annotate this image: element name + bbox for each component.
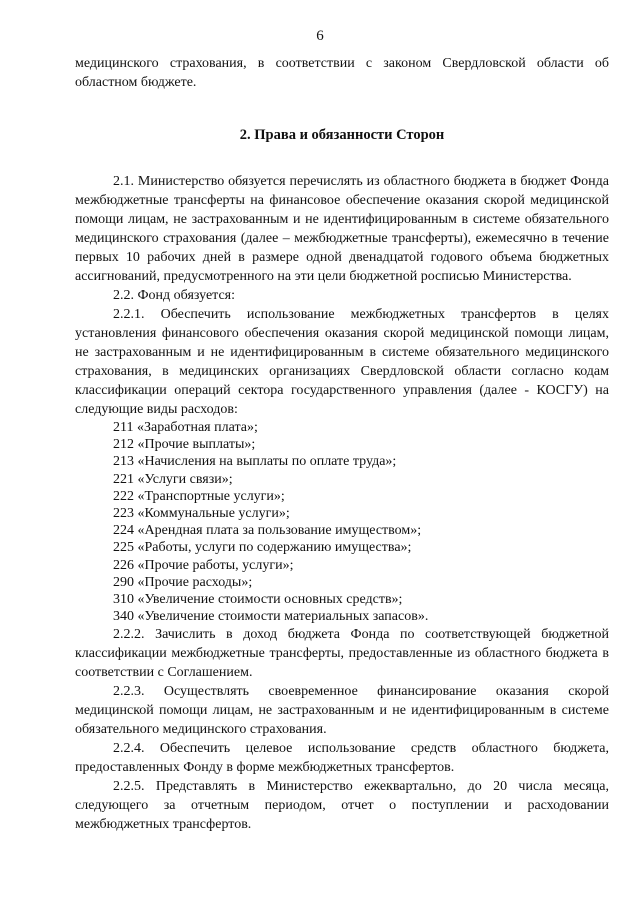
kosgu-code-item: 221 «Услуги связи»; bbox=[113, 471, 233, 487]
kosgu-code-item: 212 «Прочие выплаты»; bbox=[113, 437, 256, 453]
kosgu-code-item: 226 «Прочие работы, услуги»; bbox=[113, 557, 294, 573]
kosgu-code-item: 222 «Транспортные услуги»; bbox=[113, 488, 285, 504]
clause-2-2-1: 2.2.1. Обеспечить использование межбюджетных трансфертов в целях установления финансового обеспечения оказания скорой медицинской помощи лицам, не застрахованным и не идентифицированным в системе обязательного медицинского страхования, в медицинских организациях Свердловской области согласно кодам классификации операций сектора государственного управления (далее - КОСГУ) на следующие виды расходов: bbox=[75, 307, 609, 417]
clause-2-2-3: 2.2.3. Осуществлять своевременное финансирование оказания скорой медицинской помощи лицам, не застрахованным и не идентифицированным в системе обязательного медицинского страхования. bbox=[75, 684, 609, 738]
kosgu-code-item: 223 «Коммунальные услуги»; bbox=[113, 506, 290, 522]
kosgu-code-item: 224 «Арендная плата за пользование имуществом»; bbox=[113, 523, 422, 539]
document-body bbox=[75, 54, 609, 834]
kosgu-code-list bbox=[75, 419, 609, 625]
kosgu-code-item: 310 «Увеличение стоимости основных средств»; bbox=[113, 592, 403, 608]
clause-2-2-2: 2.2.2. Зачислить в доход бюджета Фонда по соответствующей бюджетной классификации межбюджетные трансферты, предоставленные из областного бюджета в соответствии с Соглашением. bbox=[75, 627, 609, 681]
clause-2-1: 2.1. Министерство обязуется перечислять из областного бюджета в бюджет Фонда межбюджетные трансферты на финансовое обеспечение оказания скорой медицинской помощи лицам, не застрахованным и не идентифицированным в системе обязательного медицинского страхования (далее – межбюджетные трансферты), ежемесячно в течение первых 10 рабочих дней в размере одной двенадцатой годового объема бюджетных ассигнований, предусмотренного на эти цели бюджетной росписью Министерства. bbox=[75, 174, 609, 284]
kosgu-code-item: 225 «Работы, услуги по содержанию имущества»; bbox=[113, 540, 412, 556]
section-heading: 2. Права и обязанности Сторон bbox=[239, 127, 445, 143]
clause-2-2-5: 2.2.5. Представлять в Министерство ежеквартально, до 20 числа месяца, следующего за отчетным периодом, отчет о поступлении и расходовании межбюджетных трансфертов. bbox=[75, 779, 609, 833]
clause-2-2: 2.2. Фонд обязуется: bbox=[113, 288, 235, 303]
intro-paragraph: медицинского страхования, в соответствии с законом Свердловской области об областном бюджете. bbox=[75, 56, 609, 90]
clause-2-2-4: 2.2.4. Обеспечить целевое использование средств областного бюджета, предоставленных Фонду в форме межбюджетных трансфертов. bbox=[75, 741, 609, 776]
page-number: 6 bbox=[316, 28, 324, 44]
kosgu-code-item: 290 «Прочие расходы»; bbox=[113, 574, 253, 590]
kosgu-code-item: 211 «Заработная плата»; bbox=[113, 420, 258, 435]
kosgu-code-item: 340 «Увеличение стоимости материальных запасов». bbox=[113, 609, 429, 625]
kosgu-code-item: 213 «Начисления на выплаты по оплате труда»; bbox=[113, 454, 397, 470]
